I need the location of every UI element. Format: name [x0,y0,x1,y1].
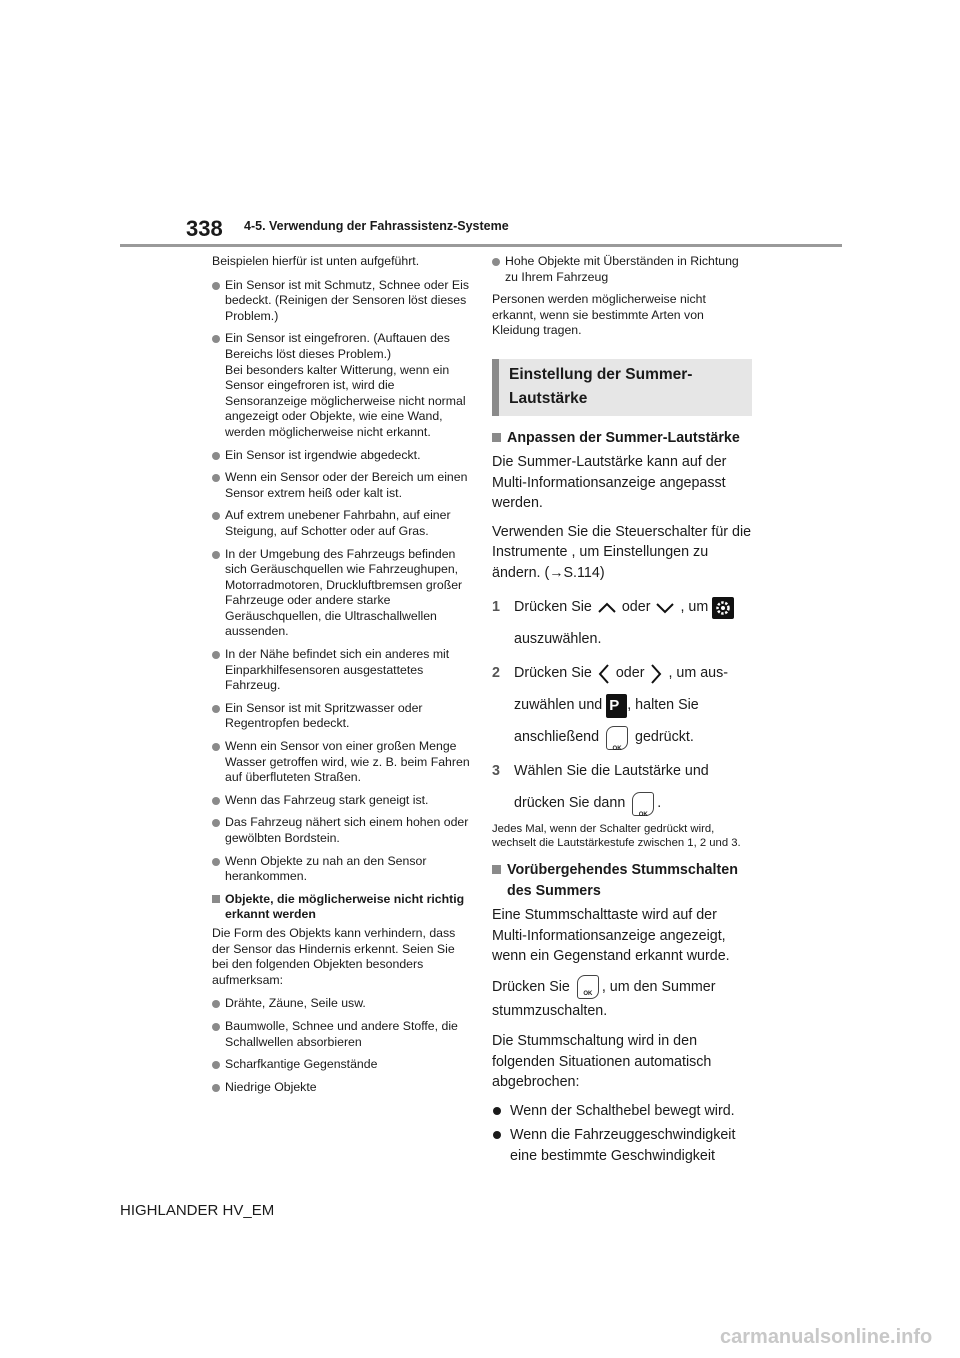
page-number: 338 [186,216,223,241]
chevron-down-icon [654,601,676,615]
bullet-icon [212,743,220,751]
mute-instruction: Drücken Sie OK , um den Summer stummzuschalten. [492,975,752,1023]
bullet-icon [212,858,220,866]
volume-heading: Einstellung der Summer-Lautstärke [492,359,752,416]
ok-button-icon: OK [606,726,628,750]
square-bullet-icon [492,433,501,442]
bullet-icon [212,282,220,290]
section-title: 4-5. Verwendung der Fahrassistenz-Systeme [244,219,509,233]
chevron-up-icon [596,601,618,615]
parking-sensor-icon: P [606,694,627,718]
cancel-text: Die Stummschaltung wird in den folgenden Situationen automatisch abgebrochen: [492,1033,712,1091]
list-item: Wenn der Schalthebel bewegt wird. [492,1101,752,1122]
list-item: Hohe Objekte mit Überständen in Richtung zu Ihrem Fahrzeug [492,254,752,285]
footer-model: HIGHLANDER HV_EM [120,1202,275,1219]
bullet-icon [212,512,220,520]
gear-icon [712,597,734,619]
bullet-icon [212,1000,220,1008]
bullet-icon [212,705,220,713]
list-item: Ein Sensor ist mit Schmutz, Schnee oder Eis bedeckt. (Reinigen der Sensoren löst dieses Problem.) [212,278,470,325]
chevron-right-icon [648,662,664,686]
ok-button-icon: OK [577,975,599,999]
step-3: 3 Wählen Sie die Lautstärke und drücken Sie dann OK . [492,755,752,819]
bullet-icon [212,651,220,659]
list-item: Wenn Objekte zu nah an den Sensor herankommen. [212,854,470,885]
bullet-icon [212,474,220,482]
bullet-icon [212,1023,220,1031]
list-item: Ein Sensor ist eingefroren. (Auftauen des Bereichs löst dieses Problem.) Bei besonders kalter Witterung, wenn ein Sensor eingefroren ist, wird die Sensoranzeige möglicherweise nicht normal angezeigt oder Objekte, wie eine Wand, werden möglicherweise nicht erkannt. [212,331,470,440]
step-number: 1 [492,599,500,616]
subheading-adjust: Anpassen der Summer-Lautstärke [492,428,752,449]
step-2: 2 Drücken Sie oder , um aus- zuwählen und P , halten Sie anschließend OK gedrückt. [492,657,752,753]
switch-text: Verwenden Sie die Steuerschalter für die Instrumente , um Einstellungen zu ändern. (→S.114) [492,523,752,581]
people-note: Personen werden möglicherweise nicht erkannt, wenn sie bestimmte Arten von Kleidung tragen. [492,292,706,338]
list-item: Niedrige Objekte [212,1080,470,1096]
bullet-icon [212,452,220,460]
left-column [212,254,470,1102]
list-item: Ein Sensor ist mit Spritzwasser oder Regentropfen bedeckt. [212,701,470,732]
bullet-icon [493,1107,501,1115]
list-item: Wenn das Fahrzeug stark geneigt ist. [212,793,470,809]
bullet-icon [212,335,220,343]
bullet-icon [212,797,220,805]
list-item: Drähte, Zäune, Seile usw. [212,996,470,1012]
right-column [492,254,752,1170]
bullet-icon [212,551,220,559]
intro-text: Beispielen hierfür ist unten aufgeführt. [212,254,420,268]
bullet-icon [492,258,500,266]
list-item: Das Fahrzeug nähert sich einem hohen oder gewölbten Bordstein. [212,815,470,846]
list-item: Baumwolle, Schnee und andere Stoffe, die Schallwellen absorbieren [212,1019,470,1050]
header-rule [120,244,842,247]
adjust-text: Die Summer-Lautstärke kann auf der Multi-Informationsanzeige angepasst werden. [492,454,727,512]
square-bullet-icon [492,865,501,874]
objects-text: Die Form des Objekts kann verhindern, dass der Sensor das Hindernis erkennt. Seien Sie bei den folgenden Objekten besonders aufmerksam: [212,925,456,987]
ok-button-icon: OK [632,792,654,816]
watermark: carmanualsonline.info [720,1326,933,1348]
subheading-objects: Objekte, die möglicherweise nicht richtig erkannt werden [212,892,470,923]
step-number: 3 [492,763,500,780]
bullet-icon [212,819,220,827]
volume-note: Jedes Mal, wenn der Schalter gedrückt wird, wechselt die Lautstärkestufe zwischen 1, 2 und 3. [492,823,741,849]
list-item: Scharfkantige Gegenstände [212,1057,470,1073]
square-bullet-icon [212,895,220,903]
list-item: Ein Sensor ist irgendwie abgedeckt. [212,448,470,464]
step-number: 2 [492,665,500,682]
bullet-icon [493,1131,501,1139]
list-item: Wenn die Fahrzeuggeschwindigkeit eine bestimmte Geschwindigkeit [492,1125,752,1166]
list-item: Auf extrem unebener Fahrbahn, auf einer Steigung, auf Schotter oder auf Gras. [212,508,470,539]
list-item: Wenn ein Sensor von einer großen Menge Wasser getroffen wird, wie z. B. beim Fahren auf überfluteten Straßen. [212,739,470,786]
mute-text: Eine Stummschalttaste wird auf der Multi-Informationsanzeige angezeigt, wenn ein Gegenstand erkannt wurde. [492,907,730,965]
subheading-mute: Vorübergehendes Stummschalten des Summers [492,860,752,901]
list-item: Wenn ein Sensor oder der Bereich um einen Sensor extrem heiß oder kalt ist. [212,470,470,501]
step-1: 1 Drücken Sie oder , um auszuwählen. [492,591,752,655]
list-item: In der Umgebung des Fahrzeugs befinden sich Geräuschquellen wie Fahrzeughupen, Motorradmotoren, Druckluftbremsen großer Fahrzeuge oder andere starke Geräuschquellen, die Ultraschallwellen aussenden. [212,547,470,641]
bullet-icon [212,1084,220,1092]
list-item: In der Nähe befindet sich ein anderes mit Einparkhilfesensoren ausgestattetes Fahrzeug. [212,647,470,694]
chevron-left-icon [596,662,612,686]
bullet-icon [212,1061,220,1069]
